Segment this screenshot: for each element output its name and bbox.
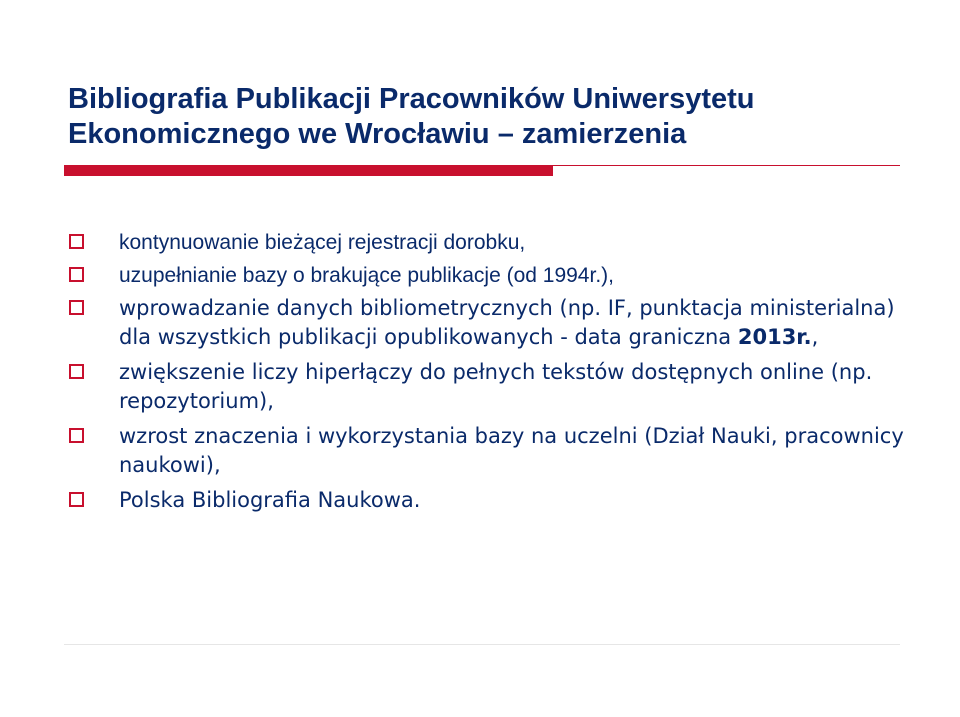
list-item-text [119,296,895,349]
list-item-text: kontynuowanie bieżącej rejestracji dorobku, [119,231,526,254]
square-outline-icon [69,300,84,315]
list-item-text-end: , [811,325,819,349]
footer-divider [64,644,900,645]
bullet-list [68,228,928,521]
list-item-date: 2013r. [737,325,812,349]
title-line-1: Bibliografia Publikacji Pracowników Uniwersytetu [68,83,755,115]
square-outline-icon [69,267,84,282]
square-outline-icon [69,428,84,443]
square-outline-icon [69,492,84,507]
slide-title [68,82,928,152]
list-item-text: wzrost znaczenia i wykorzystania bazy na uczelni (Dział Nauki, pracownicy naukowi), [119,424,904,477]
list-item-text-main: wprowadzanie danych bibliometrycznych (np. IF, punktacja ministerialna) dla wszystkich publikacji opublikowanych - data graniczna [119,296,895,349]
title-line-2: Ekonomicznego we Wrocławiu – zamierzenia [68,118,687,150]
list-item [68,422,928,480]
list-item-text: uzupełnianie bazy o brakujące publikacje (od 1994r.), [119,264,614,287]
square-outline-icon [69,364,84,379]
list-item [68,228,928,257]
title-underline-thin [553,165,900,166]
list-item [68,486,928,515]
list-item-text: Polska Bibliografia Naukowa. [119,488,421,512]
list-item [68,261,928,290]
square-outline-icon [69,234,84,249]
list-item-text: zwiększenie liczy hiperłączy do pełnych tekstów dostępnych online (np. repozytorium), [119,360,873,413]
list-item [68,358,928,416]
title-underline-accent [64,165,553,176]
list-item [68,294,928,352]
